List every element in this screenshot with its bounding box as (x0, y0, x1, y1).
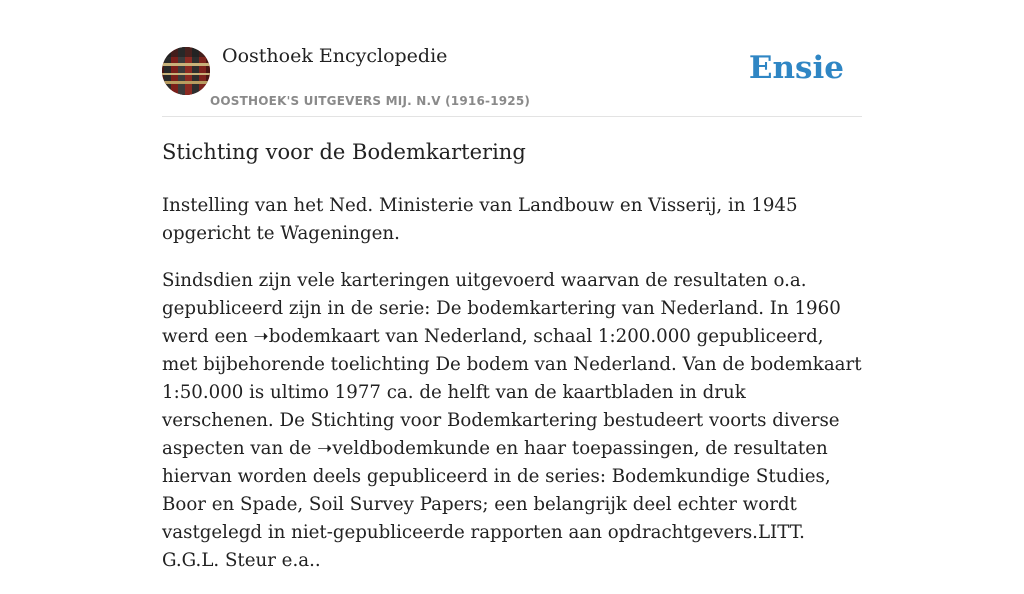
article-paragraph: Instelling van het Ned. Ministerie van Landbouw en Visserij, in 1945 opgericht te Wageningen. (162, 195, 798, 244)
source-name[interactable]: Oosthoek Encyclopedie (222, 45, 448, 67)
book-spines-icon[interactable] (162, 47, 210, 95)
page (162, 0, 862, 571)
source-header (162, 0, 862, 117)
article-title: Stichting voor de Bodemkartering (162, 140, 526, 164)
publisher-label: OOSTHOEK'S UITGEVERS MIJ. N.V (1916-1925) (210, 94, 531, 108)
ensie-logo[interactable]: Ensie (748, 50, 844, 86)
article-body (162, 192, 862, 594)
article-paragraph: Sindsdien zijn vele karteringen uitgevoerd waarvan de resultaten o.a. gepubliceerd zijn in de serie: De bodemkartering van Nederland. In 1960 werd een ➝bodemkaart van Nederland, schaal 1:200.000 gepubliceerd, met bijbehorende toelichting De bodem van Nederland. Van de bodemkaart 1:50.000 is ultimo 1977 ca. de helft van de kaartbladen in druk verschenen. De Stichting voor Bodemkartering bestudeert voorts diverse aspecten van de ➝veldbodemkunde en haar toepassingen, de resultaten hiervan worden deels gepubliceerd in de series: Bodemkundige Studies, Boor en Spade, Soil Survey Papers; een belangrijk deel echter wordt vastgelegd in niet-gepubliceerde rapporten aan opdrachtgevers.LITT. G.G.L. Steur e.a.. (162, 270, 862, 571)
